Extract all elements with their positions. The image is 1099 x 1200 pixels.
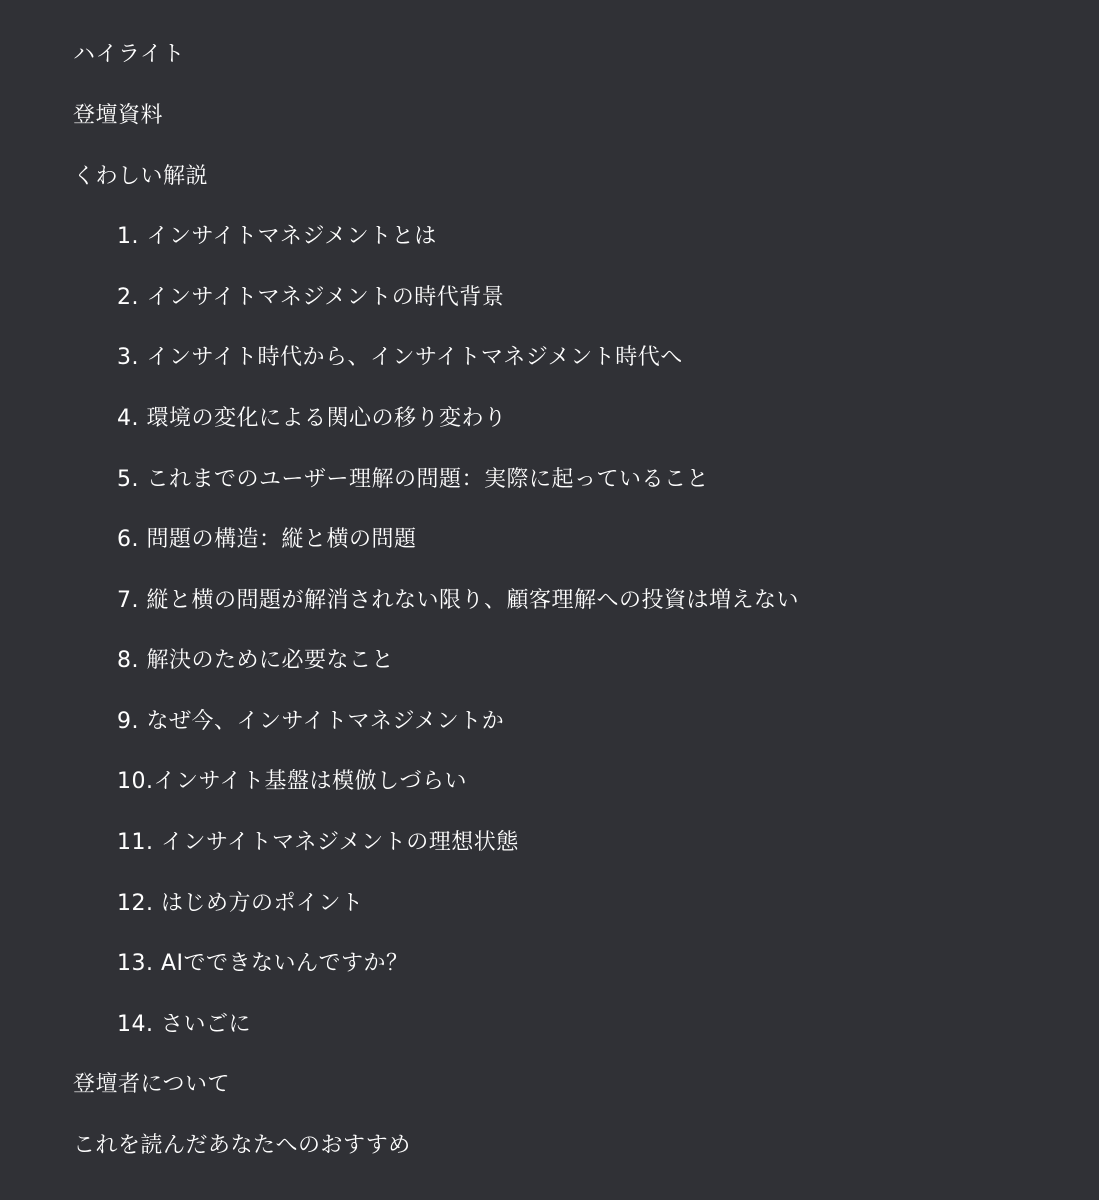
toc-subitem-13[interactable]: 13. AIでできないんですか？ [117, 951, 409, 976]
toc-subitem-11[interactable]: 11. インサイトマネジメントの理想状態 [117, 830, 519, 855]
toc-subitem-9[interactable]: 9. なぜ今、インサイトマネジメントか [117, 709, 505, 734]
toc-subitem-2[interactable]: 2. インサイトマネジメントの時代背景 [117, 285, 505, 310]
toc-subitem-5[interactable]: 5. これまでのユーザー理解の問題：実際に起っていること [117, 467, 709, 492]
toc-subitem-6[interactable]: 6. 問題の構造：縦と横の問題 [117, 527, 417, 552]
toc-subitem-10[interactable]: 10.インサイト基盤は模倣しづらい [117, 769, 467, 794]
toc-item-slides[interactable]: 登壇資料 [73, 103, 164, 128]
toc-item-recommendations[interactable]: これを読んだあなたへのおすすめ [73, 1133, 411, 1158]
toc-subitem-4[interactable]: 4. 環境の変化による関心の移り変わり [117, 406, 507, 431]
toc-subitem-7[interactable]: 7. 縦と横の問題が解消されない限り、顧客理解への投資は増えない [117, 588, 799, 613]
toc-item-speaker-info[interactable]: 登壇者について [73, 1072, 231, 1097]
toc-subitem-8[interactable]: 8. 解決のために必要なこと [117, 648, 394, 673]
toc-item-detailed-explanation[interactable]: くわしい解説 [73, 164, 209, 189]
toc-item-highlight[interactable]: ハイライト [73, 42, 185, 67]
toc-subitem-1[interactable]: 1. インサイトマネジメントとは [117, 224, 437, 249]
toc-subitem-3[interactable]: 3. インサイト時代から、インサイトマネジメント時代へ [117, 345, 683, 370]
toc-subitem-14[interactable]: 14. さいごに [117, 1012, 251, 1037]
toc-subitem-12[interactable]: 12. はじめ方のポイント [117, 891, 364, 916]
